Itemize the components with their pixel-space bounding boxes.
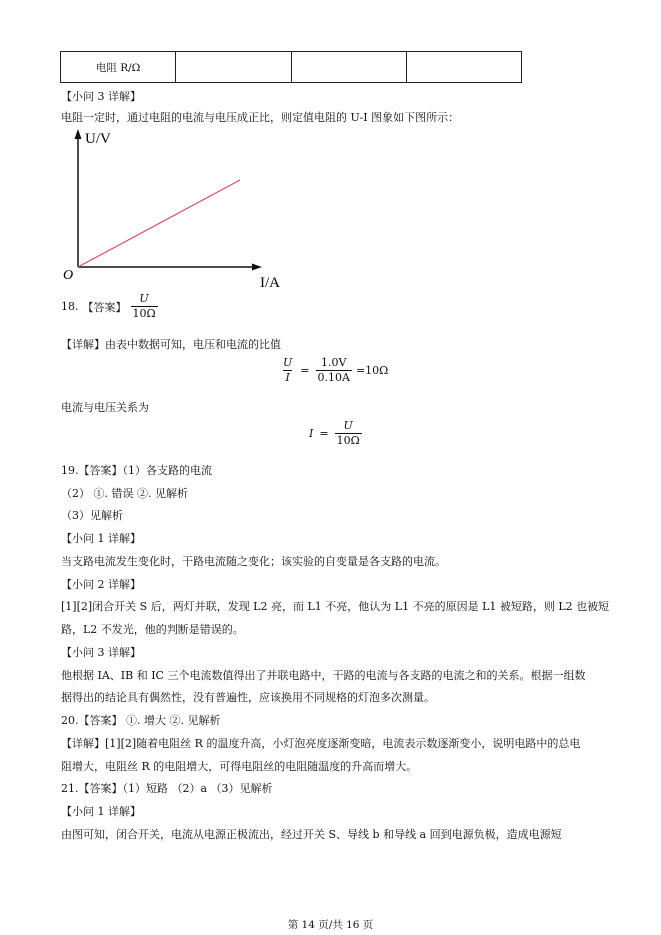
answer-tag: 【答案】 — [82, 300, 127, 314]
equation-fraction — [316, 356, 352, 385]
q19-answer-line: （2） ①. 错误 ②. 见解析 — [61, 487, 188, 500]
resistance-table — [60, 51, 522, 83]
paragraph: 电流与电压关系为 — [61, 401, 149, 414]
section-title: 【小问 1 详解】 — [61, 805, 141, 818]
paragraph: 据得出的结论具有偶然性，没有普遍性，应该换用不同规格的灯泡多次测量。 — [61, 691, 435, 704]
paragraph: 阻增大，电阻丝 R 的电阻增大，可得电阻丝的电阻随温度的升高而增大。 — [61, 760, 418, 773]
fraction-numerator: U — [139, 292, 149, 305]
fraction-denominator: 10Ω — [132, 307, 156, 320]
table-row — [61, 52, 522, 83]
equals-sign: = — [319, 427, 329, 440]
table-cell — [291, 52, 406, 83]
equals-sign: = — [300, 364, 310, 377]
q18-answer — [61, 292, 158, 321]
q19-answer-line: 19.【答案】（1）各支路的电流 — [61, 464, 212, 477]
equation-ratio — [281, 356, 388, 385]
section-title: 【小问 3 详解】 — [61, 90, 141, 103]
y-axis-arrow-icon — [75, 129, 82, 139]
paragraph — [61, 336, 281, 352]
q20-answer-line: 20.【答案】 ①. 增大 ②. 见解析 — [61, 714, 221, 727]
x-axis-arrow-icon — [252, 264, 262, 271]
paragraph: 【详解】[1][2]随着电阻丝 R 的温度升高，小灯泡亮度逐渐变暗，电流表示数逐渐变小，说明电路中的总电 — [61, 737, 581, 750]
question-number: 18. — [61, 300, 79, 313]
fraction-numerator: U — [283, 356, 293, 369]
origin-label: O — [63, 268, 74, 283]
equation-lhs: I — [309, 427, 314, 440]
table-cell-label: 电阻 R/Ω — [61, 52, 176, 83]
page-footer: 第 14 页/共 16 页 — [287, 919, 374, 931]
paragraph: [1][2]闭合开关 S 后，两灯并联，发现 L2 亮，而 L1 不亮，他认为 L1 不亮的原因是 L1 被短路，则 L2 也被短 — [61, 600, 610, 613]
equation-fraction — [281, 356, 294, 385]
equation-fraction — [335, 419, 362, 448]
paragraph: 他根据 IA、IB 和 IC 三个电流数值得出了并联电路中，干路的电流与各支路的电流之和的关系。根据一组数 — [61, 669, 586, 682]
fraction-numerator: 1.0V — [321, 356, 347, 369]
fraction-numerator: U — [343, 419, 353, 432]
ui-line — [78, 180, 240, 267]
fraction-denominator: I — [285, 371, 290, 384]
equation-relation — [309, 419, 362, 448]
detail-text: 由表中数据可知，电压和电流的比值 — [105, 338, 281, 351]
q21-answer-line: 21.【答案】（1）短路 （2）a （3）见解析 — [61, 782, 273, 795]
detail-tag: 【详解】 — [61, 338, 105, 351]
paragraph: 当支路电流发生变化时，干路电流随之变化；该实验的自变量是各支路的电流。 — [61, 555, 446, 568]
y-axis-label: U/V — [85, 131, 111, 147]
table-cell — [176, 52, 291, 83]
equation-result: =10Ω — [355, 364, 389, 377]
paragraph: 路，L2 不发光，他的判断是错误的。 — [61, 623, 244, 636]
q19-answer-line: （3）见解析 — [61, 509, 123, 522]
section-title: 【小问 3 详解】 — [61, 646, 141, 659]
answer-fraction — [131, 292, 158, 321]
table-cell — [406, 52, 521, 83]
fraction-denominator: 10Ω — [336, 434, 360, 447]
section-title: 【小问 1 详解】 — [61, 532, 141, 545]
paragraph: 由图可知，闭合开关，电流从电源正极流出，经过开关 S、导线 b 和导线 a 回到电源负极，造成电源短 — [61, 828, 562, 841]
paragraph: 电阻一定时，通过电阻的电流与电压成正比，则定值电阻的 U-I 图象如下图所示： — [61, 111, 460, 124]
section-title: 【小问 2 详解】 — [61, 578, 141, 591]
ui-graph — [60, 125, 300, 290]
fraction-denominator: 0.10A — [317, 371, 350, 384]
x-axis-label: I/A — [260, 275, 280, 290]
